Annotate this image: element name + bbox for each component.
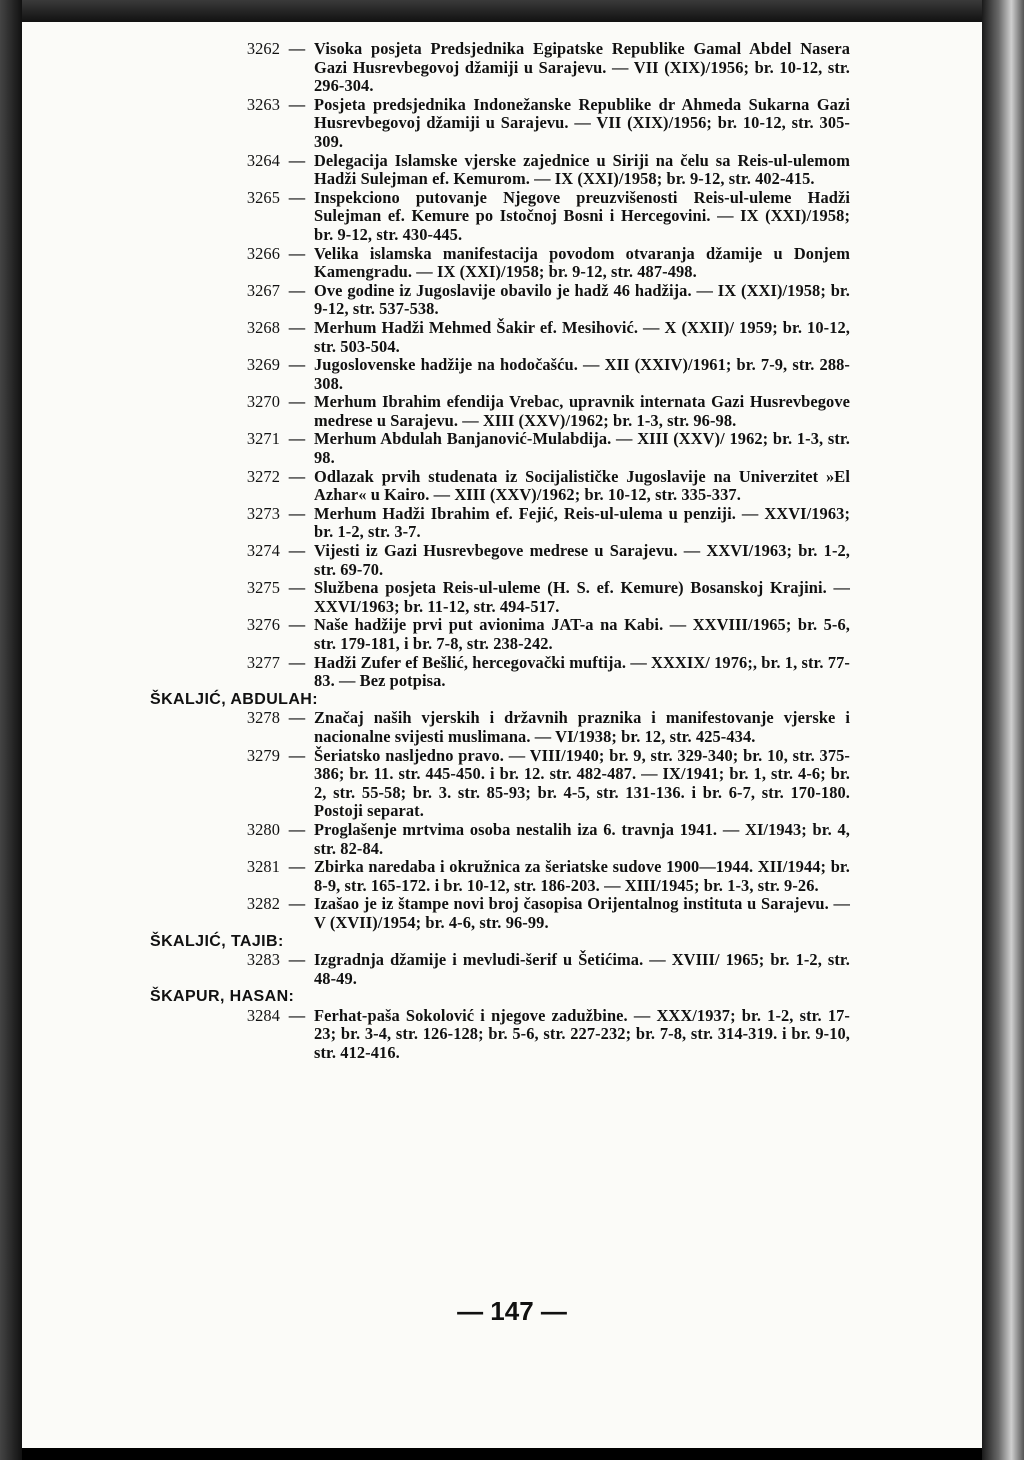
entry-dash: — xyxy=(288,708,306,728)
entry-text: Izgradnja džamije i mevludi-šerif u Šetićima. — XVIII/ 1965; br. 1-2, str. 48-49. xyxy=(314,950,850,988)
entry-number: 3268 xyxy=(246,317,280,337)
entry-text: Posjeta predsjednika Indonežanske Republike dr Ahmeda Sukarna Gazi Husrevbegovoj džamiji u Sarajevu. — VII (XIX)/1956; br. 10-12, str. 305-309. xyxy=(314,94,850,151)
entry-number: 3271 xyxy=(246,429,280,449)
entry-text: Šeriatsko nasljedno pravo. — VIII/1940; br. 9, str. 329-340; br. 10, str. 375-386; br. 11. str. 445-450. i br. 12. str. 482-487. — IX/1941; br. 1, str. 4-6; br. 2, str. 55-58; br. 3. str. 85-93; br. 4-5, str. 131-136. i br. 6-7, str. 170-180. Postoji separat. xyxy=(314,745,850,821)
entry-number: 3274 xyxy=(246,541,280,561)
entry-dash: — xyxy=(288,150,306,170)
bibliography-entry xyxy=(170,245,850,282)
bibliography-entry xyxy=(170,96,850,152)
entry-dash: — xyxy=(288,615,306,635)
bibliography-list xyxy=(150,39,850,1063)
entry-dash: — xyxy=(288,541,306,561)
entry-number: 3263 xyxy=(246,94,280,114)
entry-text: Naše hadžije prvi put avionima JAT-a na Kabi. — XXVIII/1965; br. 5-6, str. 179-181, i br. 7-8, str. 238-242. xyxy=(314,615,850,653)
entry-text: Merhum Hadži Mehmed Šakir ef. Mesihović. — X (XXII)/ 1959; br. 10-12, str. 503-504. xyxy=(314,317,850,356)
entry-text: Vijesti iz Gazi Husrevbegove medrese u Sarajevu. — XXVI/1963; br. 1-2, str. 69-70. xyxy=(314,541,850,579)
entry-text: Značaj naših vjerskih i državnih praznika i manifestovanje vjerske i nacionalne svijesti muslimana. — VI/1938; br. 12, str. 425-434. xyxy=(314,708,850,746)
bibliography-entry xyxy=(170,393,850,430)
bibliography-entry xyxy=(170,616,850,653)
entry-number: 3278 xyxy=(246,708,280,728)
entry-text: Proglašenje mrtvima osoba nestalih iza 6. travnja 1941. — XI/1943; br. 4, str. 82-84. xyxy=(314,819,850,858)
entry-text: Visoka posjeta Predsjednika Egipatske Republike Gamal Abdel Nasera Gazi Husrevbegovoj džamiji u Sarajevu. — VII (XIX)/1956; br. 10-12, str. 296-304. xyxy=(314,39,850,96)
entry-dash: — xyxy=(288,894,306,914)
entry-number: 3281 xyxy=(246,857,280,877)
entry-number: 3264 xyxy=(246,150,280,170)
bibliography-entry xyxy=(170,505,850,542)
author-heading: ŠKALJIĆ, TAJIB: xyxy=(150,932,284,950)
entry-number: 3262 xyxy=(246,39,280,58)
bibliography-entry xyxy=(170,821,850,858)
entry-number: 3273 xyxy=(246,503,280,523)
entry-dash: — xyxy=(288,355,306,375)
entry-number: 3265 xyxy=(246,187,280,207)
bibliography-entry xyxy=(170,282,850,319)
bibliography-entry xyxy=(170,319,850,356)
entry-number: 3266 xyxy=(246,243,280,263)
entry-number: 3269 xyxy=(246,355,280,375)
bibliography-entry xyxy=(170,152,850,189)
scan-border-top xyxy=(0,0,1024,22)
author-heading: ŠKALJIĆ, ABDULAH: xyxy=(150,690,318,708)
entry-dash: — xyxy=(288,578,306,598)
bibliography-entry xyxy=(170,654,850,691)
entry-dash: — xyxy=(288,652,306,672)
entry-dash: — xyxy=(288,243,306,263)
entry-text: Odlazak prvih studenata iz Socijalističke Jugoslavije na Univerzitet »El Azhar« u Kairo. — XIII (XXV)/1962; br. 10-12, str. 335-337. xyxy=(314,466,850,505)
bibliography-entry xyxy=(170,1007,850,1063)
entry-text: Merhum Hadži Ibrahim ef. Fejić, Reis-ul-ulema u penziji. — XXVI/1963; br. 1-2, str. 3-7. xyxy=(314,503,850,542)
entry-dash: — xyxy=(288,39,306,58)
entry-number: 3283 xyxy=(246,950,280,970)
entry-text: Delegacija Islamske vjerske zajednice u Siriji na čelu sa Reis-ul-ulemom Hadži Sulejman ef. Kemurom. — IX (XXI)/1958; br. 9-12, str. 402-415. xyxy=(314,150,850,189)
entry-text: Hadži Zufer ef Bešlić, hercegovački muftija. — XXXIX/ 1976;, br. 1, str. 77-83. — Bez potpisa. xyxy=(314,652,850,691)
bibliography-entry xyxy=(170,858,850,895)
entry-dash: — xyxy=(288,280,306,300)
entry-text: Izašao je iz štampe novi broj časopisa Orijentalnog instituta u Sarajevu. — V (XVII)/1954; br. 4-6, str. 96-99. xyxy=(314,894,850,932)
entry-dash: — xyxy=(288,819,306,839)
bibliography-entry xyxy=(170,468,850,505)
entry-number: 3272 xyxy=(246,466,280,486)
entry-dash: — xyxy=(288,503,306,523)
entry-number: 3276 xyxy=(246,615,280,635)
entry-number: 3270 xyxy=(246,392,280,412)
entry-text: Merhum Abdulah Banjanović-Mulabdija. — XIII (XXV)/ 1962; br. 1-3, str. 98. xyxy=(314,429,850,468)
entry-number: 3284 xyxy=(246,1005,280,1025)
entry-text: Velika islamska manifestacija povodom otvaranja džamije u Donjem Kamengradu. — IX (XXI)/1958; br. 9-12, str. 487-498. xyxy=(314,243,850,282)
entry-dash: — xyxy=(288,429,306,449)
entry-dash: — xyxy=(288,466,306,486)
bibliography-entry xyxy=(170,951,850,988)
entry-dash: — xyxy=(288,745,306,765)
entry-number: 3267 xyxy=(246,280,280,300)
bibliography-entry xyxy=(170,579,850,616)
entry-text: Inspekciono putovanje Njegove preuzvišenosti Reis-ul-uleme Hadži Sulejman ef. Kemure po Istočnoj Bosni i Hercegovini. — IX (XXI)/1958; br. 9-12, str. 430-445. xyxy=(314,187,850,244)
entry-dash: — xyxy=(288,94,306,114)
entry-text: Ferhat-paša Sokolović i njegove zadužbine. — XXX/1937; br. 1-2, str. 17-23; br. 3-4, str. 126-128; br. 5-6, str. 227-232; br. 7-8, str. 314-319. i br. 9-10, str. 412-416. xyxy=(314,1005,850,1063)
entry-dash: — xyxy=(288,1005,306,1025)
bibliography-entry xyxy=(170,356,850,393)
entry-dash: — xyxy=(288,392,306,412)
entry-number: 3280 xyxy=(246,819,280,839)
entry-text: Službena posjeta Reis-ul-uleme (H. S. ef. Kemure) Bosanskoj Krajini. — XXVI/1963; br. 11-12, str. 494-517. xyxy=(314,578,850,616)
entry-dash: — xyxy=(288,950,306,970)
entry-dash: — xyxy=(288,317,306,337)
page-number: — 147 — xyxy=(457,1296,567,1326)
bibliography-entry xyxy=(170,430,850,467)
entry-text: Jugoslovenske hadžije na hodočašću. — XII (XXIV)/1961; br. 7-9, str. 288-308. xyxy=(314,355,850,393)
scan-border-right xyxy=(982,0,1024,1460)
entry-text: Ove godine iz Jugoslavije obavilo je hadž 46 hadžija. — IX (XXI)/1958; br. 9-12, str. 537-538. xyxy=(314,280,850,319)
scan-border-left xyxy=(0,0,22,1460)
bibliography-entry xyxy=(170,40,850,96)
entry-dash: — xyxy=(288,187,306,207)
entry-dash: — xyxy=(288,857,306,877)
entry-number: 3275 xyxy=(246,578,280,598)
entry-text: Merhum Ibrahim efendija Vrebac, upravnik internata Gazi Husrevbegove medrese u Sarajevu. — XIII (XXV)/1962; br. 1-3, str. 96-98. xyxy=(314,392,850,430)
entry-number: 3279 xyxy=(246,745,280,765)
author-heading: ŠKAPUR, HASAN: xyxy=(150,988,295,1006)
entry-number: 3282 xyxy=(246,894,280,914)
bibliography-entry xyxy=(170,747,850,821)
bibliography-entry xyxy=(170,542,850,579)
entry-text: Zbirka naredaba i okružnica za šeriatske sudove 1900—1944. XII/1944; br. 8-9, str. 165-172. i br. 10-12, str. 186-203. — XIII/1945; br. 1-3, str. 9-26. xyxy=(314,857,850,895)
entry-number: 3277 xyxy=(246,652,280,672)
bibliography-entry xyxy=(170,709,850,746)
bibliography-entry xyxy=(170,189,850,245)
bibliography-entry xyxy=(170,895,850,932)
